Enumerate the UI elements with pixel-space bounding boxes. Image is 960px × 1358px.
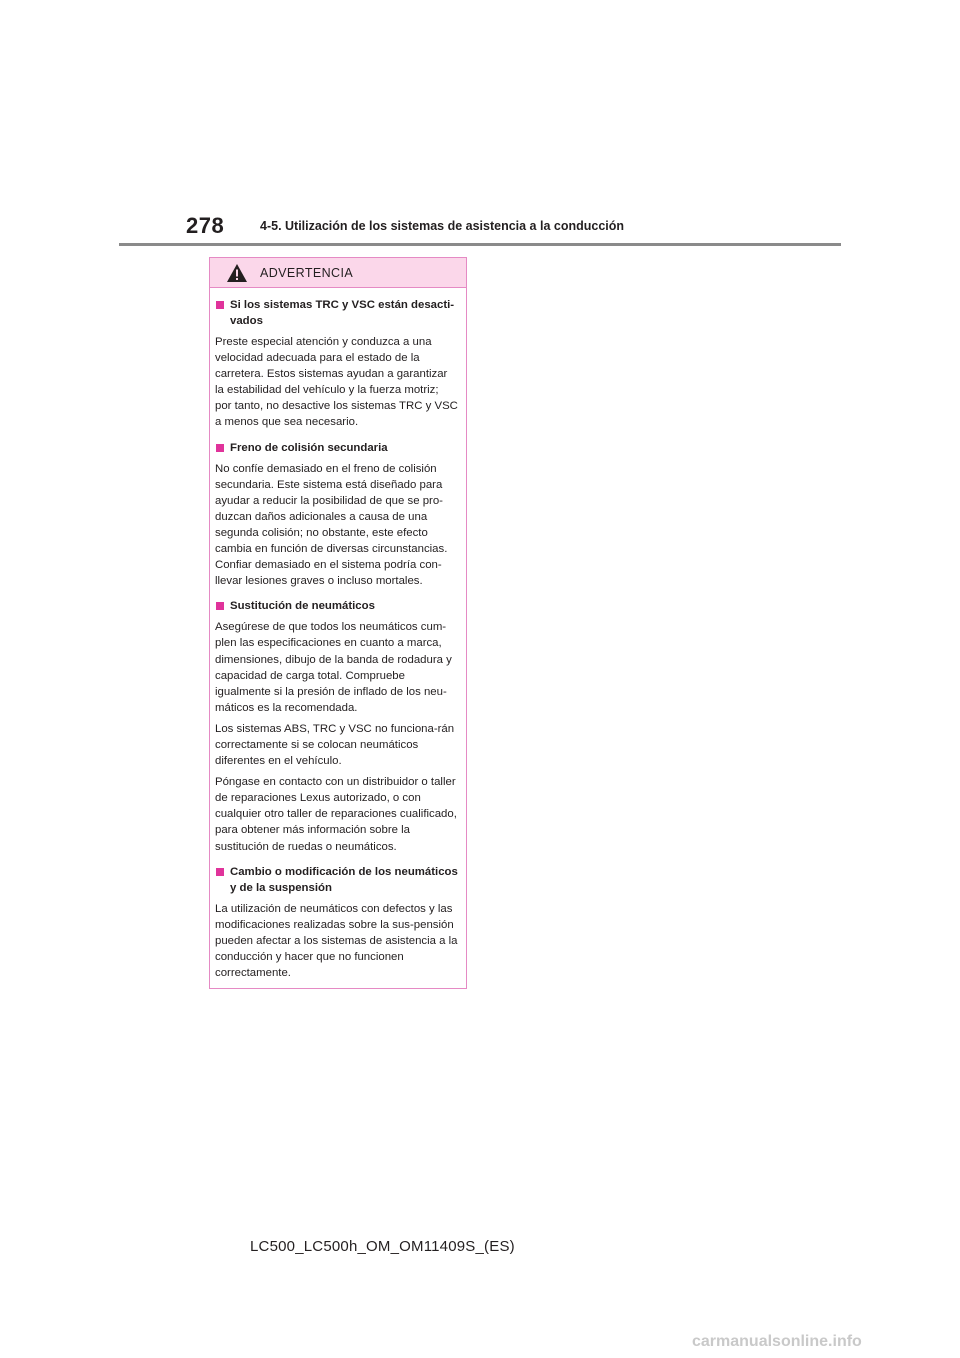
item-heading-text: Cambio o modificación de los neumáticos y de la suspensión <box>230 865 458 894</box>
item-heading <box>215 598 458 614</box>
page-number: 278 <box>186 213 225 238</box>
watermark-text: carmanualsonline.info <box>692 1333 862 1350</box>
section-title: 4-5. Utilización de los sistemas de asistencia a la conducción <box>260 219 625 233</box>
warning-header <box>210 258 466 288</box>
item-paragraph: Los sistemas ABS, TRC y VSC no funciona-rán correctamente si se colocan neumáticos diferentes en el vehículo. <box>215 722 455 768</box>
warning-title: ADVERTENCIA <box>260 265 354 280</box>
document-code: LC500_LC500h_OM_OM11409S_(ES) <box>250 1238 515 1255</box>
warning-triangle-icon <box>226 263 248 283</box>
item-paragraph: Póngase en contacto con un distribuidor o taller de reparaciones Lexus autorizado, o con cualquier otro taller de reparaciones cualificado, para obtener más información sobre la sustitución de ruedas o neumáticos. <box>215 776 457 853</box>
item-heading-text: Si los sistemas TRC y VSC están desacti-vados <box>230 299 455 327</box>
warning-item <box>215 297 458 431</box>
item-paragraph: Asegúrese de que todos los neumáticos cum-plen las especificaciones en cuanto a marca, dimensiones, dibujo de la banda de rodadura y capacidad de carga total. Compruebe igualmente si la presión de inflado de los neu-máticos es la recomendada. <box>215 621 452 714</box>
warning-item <box>215 440 458 590</box>
warning-body <box>210 288 466 981</box>
item-paragraph: La utilización de neumáticos con defectos y las modificaciones realizadas sobre la sus-pensión pueden afectar a los sistemas de asistencia a la conducción y hacer que no funcionen correctamente. <box>215 902 458 979</box>
item-paragraph: Preste especial atención y conduzca a una velocidad adecuada para el estado de la carretera. Estos sistemas ayudan a garantizar la estabilidad del vehículo y la fuerza motriz; por tanto, no desactive los sistemas TRC y VSC a menos que sea necesario. <box>215 336 458 429</box>
item-heading <box>215 297 458 329</box>
item-paragraph: No confíe demasiado en el freno de colisión secundaria. Este sistema está diseñado para ayudar a reducir la posibilidad de que se pro-duzcan daños adicionales a causa de una segunda colisión; no obstante, este efecto cambia en función de diversas circunstancias. Confiar demasiado en el sistema podría con-llevar lesiones graves o incluso mortales. <box>215 462 448 588</box>
item-heading <box>215 440 458 456</box>
bullet-square-icon <box>216 301 224 309</box>
item-heading-text: Sustitución de neumáticos <box>230 600 375 613</box>
header-rule <box>119 243 841 246</box>
bullet-square-icon <box>216 602 224 610</box>
bullet-square-icon <box>216 444 224 452</box>
bullet-square-icon <box>216 868 224 876</box>
warning-box <box>209 257 467 989</box>
warning-item <box>215 864 458 981</box>
item-heading-text: Freno de colisión secundaria <box>230 441 388 454</box>
warning-item <box>215 598 458 854</box>
item-heading <box>215 864 458 896</box>
